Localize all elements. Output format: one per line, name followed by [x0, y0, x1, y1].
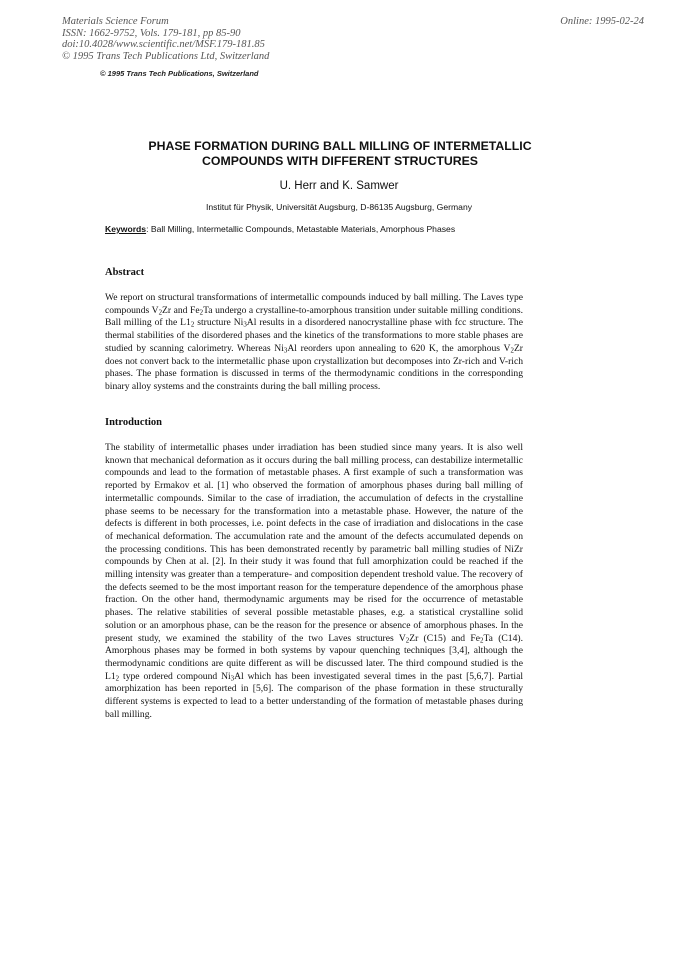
publisher-note: © 1995 Trans Tech Publications, Switzerland — [100, 69, 259, 78]
subscript: 2 — [405, 637, 410, 645]
introduction-heading: Introduction — [105, 417, 162, 428]
authors: U. Herr and K. Samwer — [279, 180, 399, 192]
subscript: 2 — [199, 309, 204, 317]
intro-text: Al which has been investigated several times in the past [5,6,7]. Partial amorphization has been reported in [5,6]. The comparison of the phase formation in these structurally different systems is expected to lead to a better understanding of the formation of metastable phases during ball milling. — [105, 670, 523, 720]
abstract-text: Ta undergo a crystalline-to-amorphous transition under suitable milling conditions. Ball milling of the L1 — [105, 304, 523, 329]
abstract-text: Zr does not convert back to the intermetallic phase upon crystallization but decomposes into Zr-rich and V-rich phases. The phase formation is discussed in terms of the thermodynamic conditions in the corresponding binary alloy systems and the constraints during the ball milling process. — [105, 342, 523, 392]
abstract-text: structure Ni — [194, 317, 244, 329]
introduction-body — [105, 442, 523, 721]
subscript: 2 — [480, 637, 484, 645]
subscript: 2 — [115, 675, 120, 683]
abstract-text: We report on structural transformations of intermetallic compounds induced by ball milling. The Laves type compounds V — [105, 292, 523, 316]
abstract-text: Al reorders upon annealing to 620 K, the amorphous V — [287, 342, 511, 354]
abstract-heading: Abstract — [105, 267, 145, 278]
abstract-text: Al results in a disordered nanocrystalline phase with fcc structure. The thermal stabilities of the disordered phases and the kinetics of the transformations to more stable phases are studied by scanning calorimetry. Whereas Ni — [105, 317, 523, 354]
copyright-line: © 1995 Trans Tech Publications Ltd, Switzerland — [62, 50, 270, 62]
subscript: 2 — [190, 322, 195, 330]
journal-name: Materials Science Forum — [62, 16, 169, 27]
subscript: 2 — [510, 347, 514, 355]
keywords — [105, 224, 455, 234]
intro-text: Zr (C15) and Fe — [409, 632, 480, 644]
subscript: 3 — [230, 675, 235, 683]
subscript: 3 — [283, 347, 288, 355]
paper-title — [90, 139, 590, 169]
keywords-text: : Ball Milling, Intermetallic Compounds, Metastable Materials, Amorphous Phases — [146, 224, 456, 234]
subscript: 3 — [243, 322, 247, 330]
keywords-label: Keywords — [105, 224, 147, 234]
affiliation: Institut für Physik, Universität Augsburg, D-86135 Augsburg, Germany — [205, 202, 473, 212]
intro-text: type ordered compound Ni — [119, 670, 231, 682]
intro-text: Ta (C14). Amorphous phases may be formed in both systems by vapour quenching techniques [3,4], although the thermodynamic conditions are quite different as will be discussed later. The third compound studied is the L1 — [105, 632, 523, 682]
citation-block — [62, 16, 269, 62]
issn-line: ISSN: 1662-9752, Vols. 179-181, pp 85-90 — [62, 27, 241, 39]
online-date: Online: 1995-02-24 — [560, 16, 644, 27]
title-line-1: PHASE FORMATION DURING BALL MILLING OF INTERMETALLIC — [148, 139, 532, 153]
title-line-2: COMPOUNDS WITH DIFFERENT STRUCTURES — [202, 154, 478, 168]
abstract-text: Zr and Fe — [162, 304, 200, 316]
subscript: 2 — [158, 309, 163, 317]
abstract-body — [105, 292, 523, 394]
intro-text: The stability of intermetallic phases under irradiation has been studied since many years. It is also well known that mechanical deformation as it occurs during the ball milling process, can destabilize intermetallic compounds and lead to the formation of metastable phases. A first example of such a transformation was reported by Ermakov et al. [1] who observed the formation of amorphous phases during ball milling of intermetallic compounds. Similar to the case of irradiation, the accumulation of defects in the crystalline phase seems to be necessary for the transformation into a metastable phase. However, the nature of the defects is different in both processes, i.e. point defects in the case of irradiation and dislocations in the case of mechanical deformation. The accumulation rate and the amount of the defects accumulated depends on the processing conditions. This has been demonstrated recently by parametric ball milling studies of NiZr compounds by Chen at al. [2]. In their study it was found that full amorphization could be reached if the milling intensity was greater than a temperature- and composition dependent treshold value. The recovery of the defects seemed to be the most important reason for the temperature dependence of the amorphous phase fraction. On the other hand, thermodynamic arguments may be rised for the occurrence of metastable phases. The relative stabilities of several possible metastable phases, e.g. a statistical crystalline solid solution or an amorphous phase, can be the reason for the presence or absence of amorphous phases. In the present study, we examined the stability of the two Laves structures V — [105, 442, 523, 644]
doi-line[interactable]: doi:10.4028/www.scientific.net/MSF.179-181.85 — [62, 39, 265, 51]
